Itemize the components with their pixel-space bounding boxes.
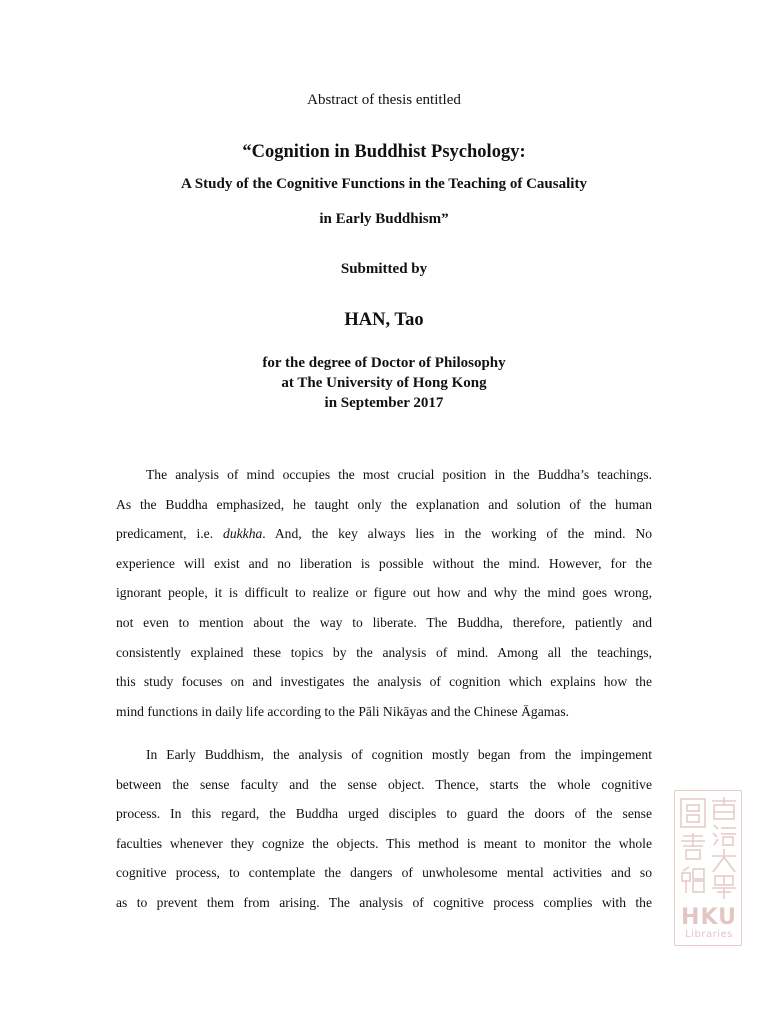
paragraph-line: consistently explained these topics by the analysis of mind. Among all the teachings, <box>116 644 652 660</box>
paragraph-line <box>116 519 652 549</box>
paragraph-line: not even to mention about the way to liberate. The Buddha, therefore, patiently and <box>116 614 652 630</box>
thesis-subtitle-line-2: in Early Buddhism” <box>319 211 449 227</box>
paragraph-line: cognitive process, to contemplate the dangers of unwholesome mental activities and so <box>116 865 652 881</box>
abstract-paragraph-1 <box>116 460 652 726</box>
paragraph-line: ignorant people, it is difficult to realize or figure out how and why the mind goes wrong, <box>116 585 652 601</box>
italic-term: dukkha <box>223 526 263 542</box>
paragraph-line: The analysis of mind occupies the most crucial position in the Buddha’s teachings. <box>146 467 652 482</box>
stamp-hku-text: HKU <box>681 905 737 930</box>
abstract-label: Abstract of thesis entitled <box>307 92 461 108</box>
paragraph-line: process. In this regard, the Buddha urged disciples to guard the doors of the sense <box>116 806 652 822</box>
paragraph-line: In Early Buddhism, the analysis of cognition mostly began from the impingement <box>146 747 652 762</box>
paragraph-line: between the sense faculty and the sense object. Thence, starts the whole cognitive <box>116 776 652 792</box>
paragraph-line: faculties whenever they cognize the objects. This method is meant to monitor the whole <box>116 835 652 851</box>
stamp-chinese-characters-icon <box>675 791 743 903</box>
paragraph-line: As the Buddha emphasized, he taught only the explanation and solution of the human <box>116 496 652 512</box>
degree-line: for the degree of Doctor of Philosophy <box>262 355 506 371</box>
paragraph-line: mind functions in daily life according to the Pāli Nikāyas and the Chinese Āgamas. <box>116 703 570 719</box>
paragraph-text: predicament, i.e. <box>116 526 224 542</box>
paragraph-text: . And, the key always lies in the working of the mind. No <box>262 526 652 542</box>
submitted-by-label: Submitted by <box>340 261 428 277</box>
hku-libraries-watermark <box>674 790 742 946</box>
paragraph-line: experience will exist and no liberation is possible without the mind. However, for the <box>116 555 652 571</box>
university-line: at The University of Hong Kong <box>281 375 487 391</box>
thesis-subtitle-line-1: A Study of the Cognitive Functions in the Teaching of Causality <box>181 176 587 192</box>
submission-date: in September 2017 <box>324 395 444 411</box>
stamp-libraries-text: Libraries <box>685 929 733 940</box>
author-name: HAN, Tao <box>344 310 424 330</box>
abstract-paragraph-2 <box>116 740 652 918</box>
thesis-title: “Cognition in Buddhist Psychology: <box>242 142 526 162</box>
paragraph-line: as to prevent them from arising. The analysis of cognitive process complies with the <box>116 894 652 910</box>
paragraph-line: this study focuses on and investigates the analysis of cognition which explains how the <box>116 674 652 690</box>
